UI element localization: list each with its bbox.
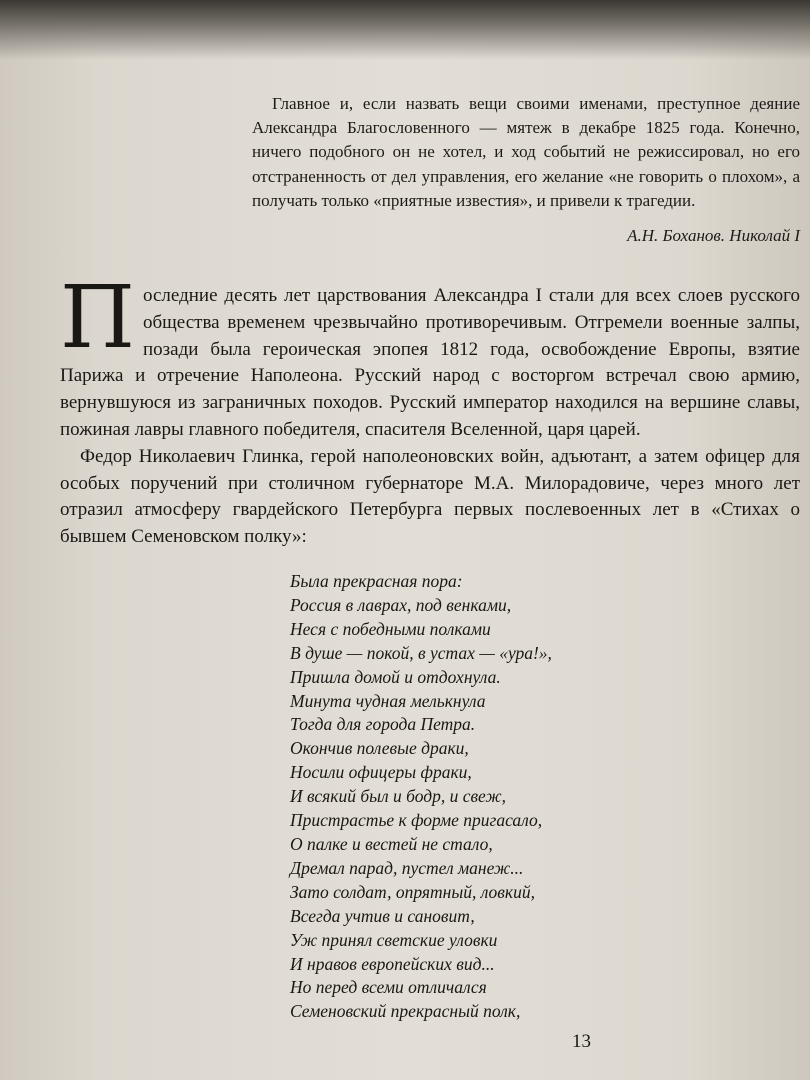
poem-line: И всякий был и бодр, и свеж, <box>290 786 507 807</box>
poem-line: Уж принял светские уловки <box>290 929 498 950</box>
poem-line: Была прекрасная пора: <box>290 571 463 591</box>
poem-line: Пристрастье к форме пригасало, <box>290 810 543 831</box>
main-text <box>60 268 800 551</box>
epigraph-source: А.Н. Боханов. Николай I <box>627 226 800 246</box>
poem-line: И нравов европейских вид... <box>290 953 495 974</box>
page-edge-shadow <box>0 0 810 60</box>
poem-line: Минута чудная мелькнула <box>290 690 486 711</box>
poem-line: О палке и вестей не стало, <box>290 833 493 854</box>
page-number: 13 <box>572 1031 591 1052</box>
drop-cap: П <box>60 268 135 368</box>
poem-line: Но перед всеми отличался <box>290 977 487 998</box>
epigraph-text: Главное и, если назвать вещи своими именами, преступное деяние Александра Благословенного — мятеж в декабре 1825 года. Конечно, ничего подобного он не хотел, и ход событий не режиссировал, но его отстраненность от дел управления, его желание «не говорить о плохом», а получать только «приятные известия», и привели к трагедии. <box>252 94 800 210</box>
paragraph-1-text: оследние десять лет царствования Александра I стали для всех слоев русского общества временем чрезвычайно противоречивым. Отгремели военные залпы, позади была героическая эпопея 1812 года, освобождение Европы, взятие Парижа и отречение Наполеона. Русский народ с восторгом встречал свою армию, вернувшуюся из заграничных походов. Русский император находился на вершине славы, пожиная лавры главного победителя, спасителя Вселенной, царя царей. <box>60 285 800 440</box>
poem-line: Носили офицеры фраки, <box>290 762 472 783</box>
paragraph-1 <box>60 268 800 444</box>
poem-line: В душе — покой, в устах — «ура!», <box>290 642 552 663</box>
poem-line: Семеновский прекрасный полк, <box>290 1001 521 1022</box>
poem-line: Всегда учтив и сановит, <box>290 905 475 926</box>
paragraph-2: Федор Николаевич Глинка, герой наполеоновских войн, адъютант, а затем офицер для особых поручений при столичном губернаторе М.А. Милорадовиче, через много лет отразил атмосферу гвардейского Петербурга первых послевоенных лет в «Стихах о бывшем Семеновском полку»: <box>60 445 800 548</box>
poem-line: Тогда для города Петра. <box>290 714 476 735</box>
poem <box>290 570 690 1024</box>
poem-line: Пришла домой и отдохнула. <box>290 666 501 687</box>
poem-line: Неся с победными полками <box>290 618 491 639</box>
poem-line: Россия в лаврах, под венками, <box>290 594 512 615</box>
poem-line: Окончив полевые драки, <box>290 738 469 759</box>
poem-line: Дремал парад, пустел манеж... <box>290 857 524 878</box>
poem-line: Зато солдат, опрятный, ловкий, <box>290 881 535 902</box>
epigraph <box>252 92 800 248</box>
